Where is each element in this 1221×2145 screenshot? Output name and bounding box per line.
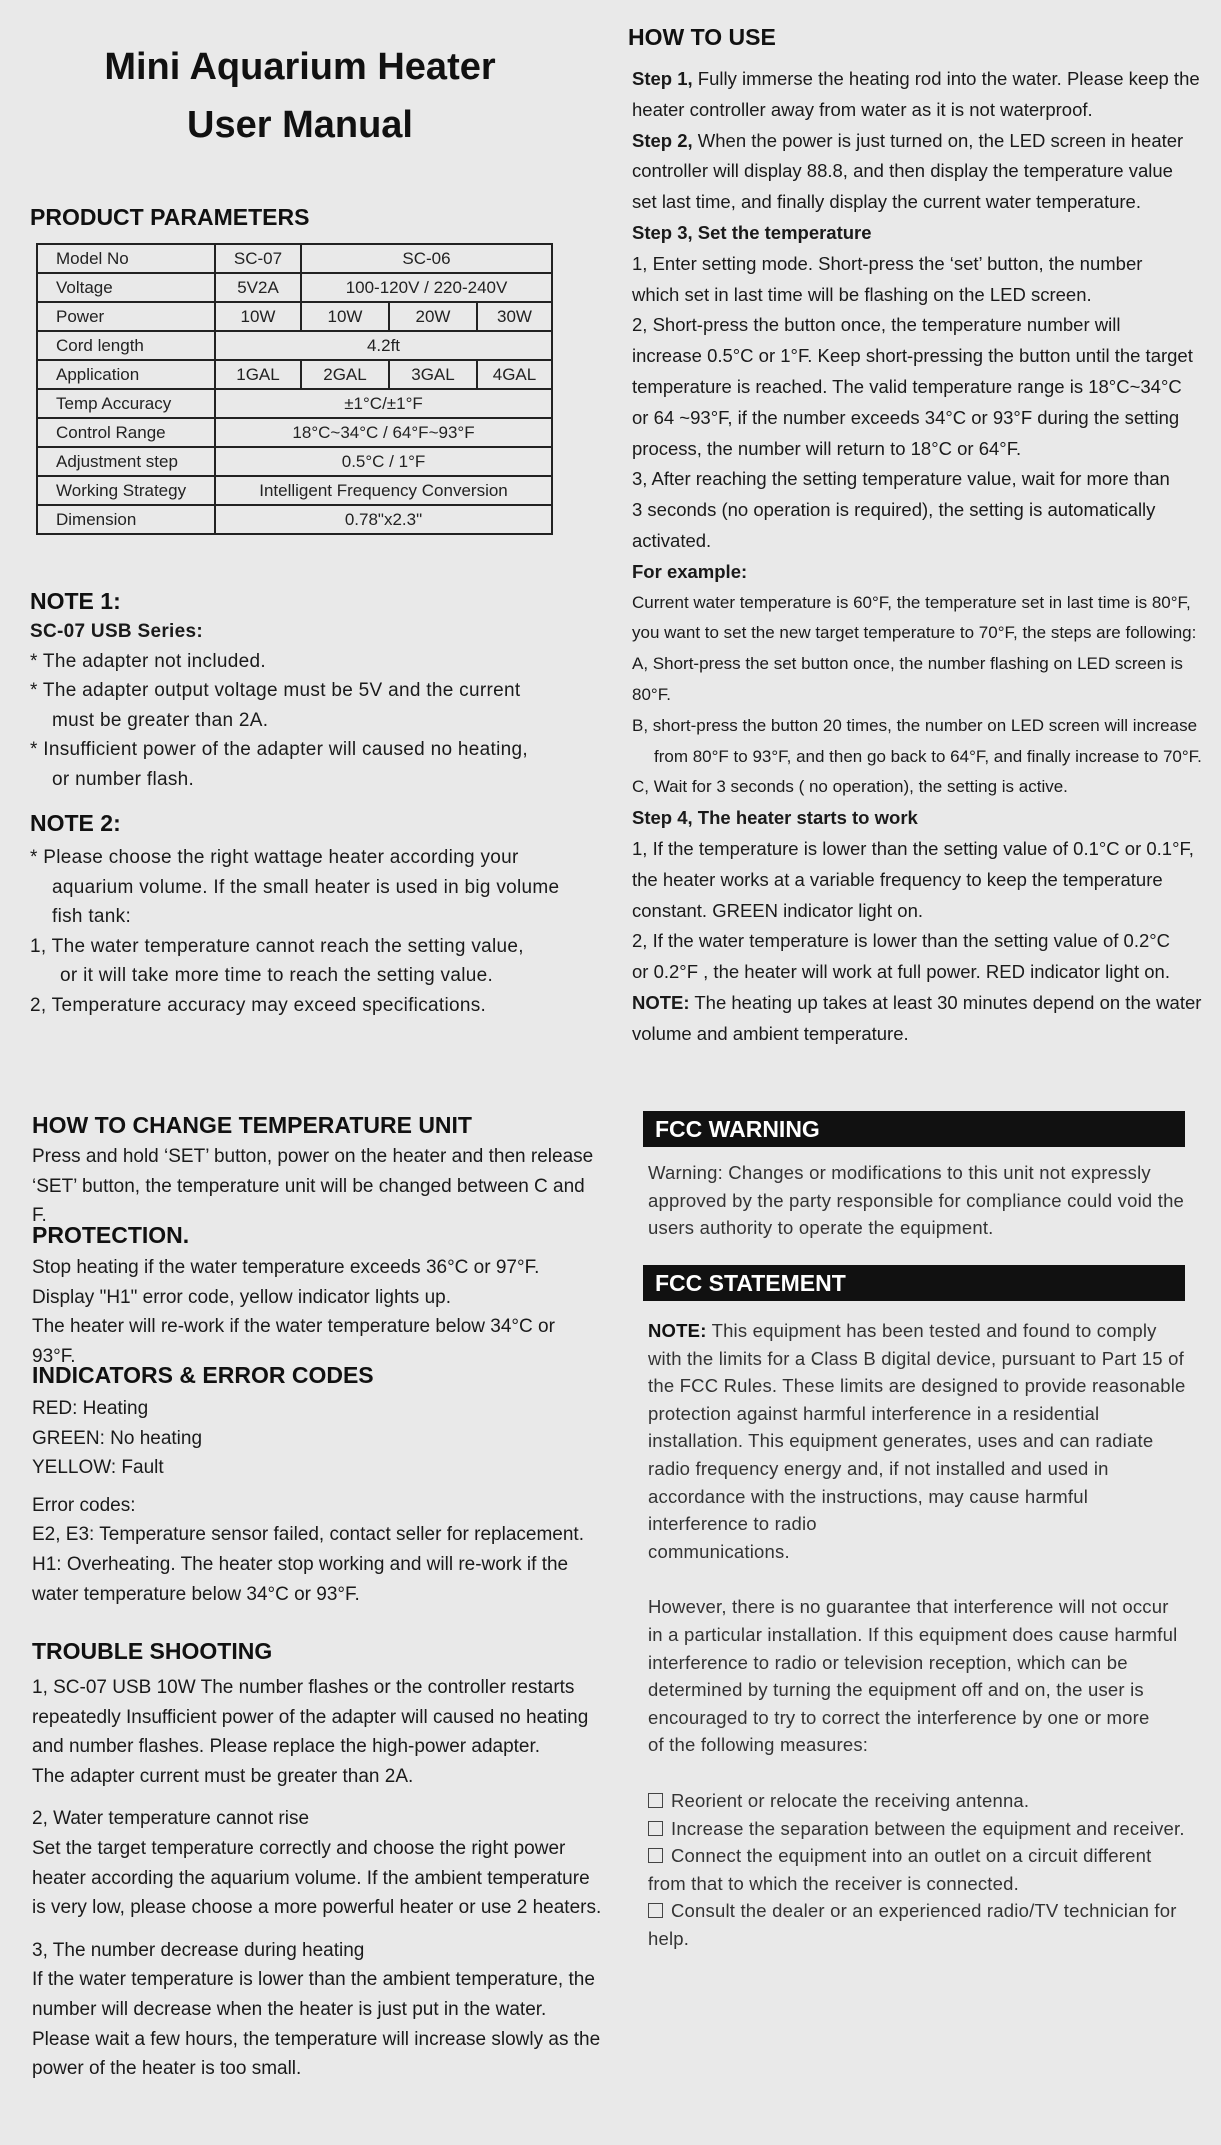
trouble-line: 1, SC-07 USB 10W The number flashes or the controller restarts [32,1677,575,1698]
trouble-body [32,1673,602,2084]
trouble-line: The adapter current must be greater than 2A. [32,1765,414,1787]
table-cell: 10W [301,302,389,331]
table-cell: 100-120V / 220-240V [301,273,552,302]
protection-line: The heater will re-work if the water temperature below 34°C or 93°F. [32,1316,555,1367]
step4-line: constant. GREEN indicator light on. [632,899,924,921]
step3-heading: Step 3, Set the temperature [632,221,872,243]
checkbox-icon [648,1848,663,1863]
fcc-statement-heading: FCC STATEMENT [643,1265,1185,1301]
trouble-line: heater according the aquarium volume. If the ambient temperature [32,1867,590,1889]
measure-item: help. [648,1927,690,1949]
step3-line: which set in last time will be flashing on the LED screen. [632,283,1092,305]
example-line: Current water temperature is 60°F, the temperature set in last time is 80°F, [632,592,1191,612]
note2-line: * Please choose the right wattage heater according your [30,847,519,868]
fcc-note-label: NOTE: [648,1320,707,1341]
fcc-warning-heading: FCC WARNING [643,1111,1185,1147]
trouble-line: 2, Water temperature cannot rise [32,1808,310,1830]
table-cell: Adjustment step [37,447,215,476]
protection-line: Stop heating if the water temperature exceeds 36°C or 97°F. [32,1257,540,1278]
unit-heading: HOW TO CHANGE TEMPERATURE UNIT [32,1112,472,1138]
fcc-line: However, there is no guarantee that interference will not occur [648,1596,1169,1618]
step4-line: 1, If the temperature is lower than the setting value of 0.1°C or 0.1°F, [632,837,1194,859]
error-line: E2, E3: Temperature sensor failed, contact seller for replacement. [32,1524,584,1546]
trouble-line: Please wait a few hours, the temperature will increase slowly as the [32,2028,601,2050]
params-table [36,243,553,535]
step1-text: Fully immerse the heating rod into the water. Please keep the [692,68,1200,89]
fcc-warning-line: Warning: Changes or modifications to this unit not expressly [648,1162,1151,1183]
trouble-line: and number flashes. Please replace the high-power adapter. [32,1736,541,1758]
checkbox-icon [648,1903,663,1918]
params-heading: PRODUCT PARAMETERS [30,204,310,230]
table-row [37,389,552,418]
indicator-line: RED: Heating [32,1398,149,1419]
note1-body [30,617,590,795]
table-row [37,331,552,360]
example-line: from 80°F to 93°F, and then go back to 64°F, and finally increase to 70°F. [654,746,1202,766]
example-line: you want to set the new target temperature to 70°F, the steps are following: [632,623,1197,643]
step4-line: the heater works at a variable frequency to keep the temperature [632,868,1163,890]
fcc-line: interference to radio [648,1513,817,1535]
table-cell: Dimension [37,505,215,534]
table-cell: 5V2A [215,273,301,302]
fcc-line: in a particular installation. If this equipment does cause harmful [648,1623,1178,1645]
trouble-line: If the water temperature is lower than the ambient temperature, the [32,1969,595,1991]
fcc-line: accordance with the instructions, may cause harmful [648,1485,1089,1507]
note2-line: 1, The water temperature cannot reach the setting value, [30,935,524,957]
table-cell: 18°C~34°C / 64°F~93°F [215,418,552,447]
fcc-line: radio frequency energy and, if not installed and used in [648,1457,1109,1479]
howto-body [632,64,1212,1050]
step3-line: 3, After reaching the setting temperature value, wait for more than [632,468,1170,490]
note2-line: 2, Temperature accuracy may exceed specifications. [30,994,487,1016]
step1-label: Step 1, [632,68,693,89]
table-cell: 2GAL [301,360,389,389]
fcc-line: the FCC Rules. These limits are designed to provide reasonable [648,1375,1186,1397]
table-cell: 1GAL [215,360,301,389]
step3-line: process, the number will return to 18°C or 64°F. [632,437,1022,459]
indicators-body [32,1394,602,1609]
indicators-heading: INDICATORS & ERROR CODES [32,1362,374,1388]
unit-line: ‘SET’ button, the temperature unit will be changed between C and F. [32,1175,585,1227]
measure-item: Connect the equipment into an outlet on a circuit different [671,1845,1152,1867]
error-line: water temperature below 34°C or 93°F. [32,1583,360,1605]
trouble-line: repeatedly Insufficient power of the adapter will caused no heating [32,1706,589,1728]
fcc-statement-body [648,1317,1208,1952]
step3-line: 1, Enter setting mode. Short-press the ‘set’ button, the number [632,252,1143,274]
fcc-line: interference to radio or television reception, which can be [648,1651,1128,1673]
checkbox-icon [648,1821,663,1836]
step1-text: heater controller away from water as it is not waterproof. [632,98,1093,120]
fcc-line: with the limits for a Class B digital device, pursuant to Part 15 of [648,1347,1184,1369]
fcc-line: communications. [648,1540,790,1562]
fcc-line: determined by turning the equipment off and on, the user is [648,1679,1144,1701]
error-heading: Error codes: [32,1494,136,1516]
table-row [37,244,552,273]
note1-line: or number flash. [52,768,195,790]
table-row [37,302,552,331]
title-line-2: User Manual [187,104,413,146]
note1-sub: SC-07 USB Series: [30,621,204,642]
protection-body [32,1253,602,1371]
title-line-1: Mini Aquarium Heater [104,46,496,88]
table-cell: 10W [215,302,301,331]
note-text: volume and ambient temperature. [632,1022,909,1044]
step3-line: or 64 ~93°F, if the number exceeds 34°C or 93°F during the setting [632,406,1180,428]
note1-line: * The adapter not included. [30,650,266,672]
table-row [37,418,552,447]
measure-item: from that to which the receiver is connected. [648,1872,1019,1894]
trouble-line: Set the target temperature correctly and choose the right power [32,1837,566,1859]
trouble-line: number will decrease when the heater is just put in the water. [32,1998,547,2020]
fcc-line: encouraged to try to correct the interference by one or more [648,1706,1150,1728]
table-cell: ±1°C/±1°F [215,389,552,418]
measure-item: Consult the dealer or an experienced radio/TV technician for [671,1900,1177,1922]
table-cell: 0.78"x2.3" [215,505,552,534]
table-cell: 4.2ft [215,331,552,360]
page-title [30,38,570,154]
table-cell: 0.5°C / 1°F [215,447,552,476]
table-cell: Intelligent Frequency Conversion [215,476,552,505]
note2-line: aquarium volume. If the small heater is used in big volume [52,876,560,898]
indicator-line: GREEN: No heating [32,1427,203,1449]
measure-item: Reorient or relocate the receiving antenna. [671,1789,1030,1811]
unit-line: Press and hold ‘SET’ button, power on the heater and then release [32,1146,594,1167]
trouble-line: is very low, please choose a more powerful heater or use 2 heaters. [32,1897,602,1919]
fcc-warning-body [648,1159,1208,1242]
step3-line: 3 seconds (no operation is required), the setting is automatically [632,499,1156,521]
table-cell: Temp Accuracy [37,389,215,418]
table-row [37,447,552,476]
fcc-warning-line: approved by the party responsible for compliance could void the [648,1189,1185,1211]
step3-line: temperature is reached. The valid temperature range is 18°C~34°C [632,375,1182,397]
step2-label: Step 2, [632,129,693,151]
table-cell: 4GAL [477,360,552,389]
trouble-line: power of the heater is too small. [32,2058,302,2080]
example-line: A, Short-press the set button once, the number flashing on LED screen is 80°F. [632,654,1183,704]
note-label: NOTE: [632,991,690,1013]
checkbox-icon [648,1793,663,1808]
step4-heading: Step 4, The heater starts to work [632,807,918,829]
step4-line: 2, If the water temperature is lower than the setting value of 0.2°C [632,930,1171,952]
step3-line: activated. [632,529,712,551]
error-line: H1: Overheating. The heater stop working and will re-work if the [32,1553,569,1575]
note1-line: * Insufficient power of the adapter will caused no heating, [30,739,528,761]
fcc-line: This equipment has been tested and found to comply [706,1320,1157,1341]
note1-line: must be greater than 2A. [52,709,269,731]
table-cell: Voltage [37,273,215,302]
step3-line: 2, Short-press the button once, the temperature number will [632,314,1121,336]
example-line: C, Wait for 3 seconds ( no operation), the setting is active. [632,777,1068,797]
note2-line: fish tank: [52,906,132,928]
table-cell: Model No [37,244,215,273]
note2-body [30,843,590,1021]
table-row [37,476,552,505]
table-cell: Control Range [37,418,215,447]
unit-body [32,1142,602,1231]
note-text: The heating up takes at least 30 minutes depend on the water [689,991,1202,1013]
table-cell: SC-07 [215,244,301,273]
protection-heading: PROTECTION. [32,1222,190,1248]
table-cell: Application [37,360,215,389]
measure-item: Increase the separation between the equipment and receiver. [671,1817,1185,1839]
trouble-heading: TROUBLE SHOOTING [32,1638,273,1664]
table-row [37,505,552,534]
fcc-line: protection against harmful interference in a residential [648,1402,1100,1424]
note2-heading: NOTE 2: [30,810,121,836]
table-cell: 20W [389,302,477,331]
step2-text: controller will display 88.8, and then display the temperature value [632,160,1173,182]
protection-line: Display "H1" error code, yellow indicator lights up. [32,1286,452,1308]
step2-text: When the power is just turned on, the LED screen in heater [692,129,1184,151]
note2-line: or it will take more time to reach the setting value. [60,965,494,987]
note1-line: * The adapter output voltage must be 5V and the current [30,680,521,702]
step2-text: set last time, and finally display the current water temperature. [632,191,1141,213]
table-row [37,360,552,389]
fcc-warning-line: users authority to operate the equipment. [648,1217,994,1239]
table-cell: Cord length [37,331,215,360]
table-cell: 30W [477,302,552,331]
trouble-line: 3, The number decrease during heating [32,1939,365,1961]
indicator-line: YELLOW: Fault [32,1457,164,1479]
howto-heading: HOW TO USE [628,24,776,50]
step4-line: or 0.2°F , the heater will work at full power. RED indicator light on. [632,961,1170,983]
table-cell: Working Strategy [37,476,215,505]
example-line: B, short-press the button 20 times, the number on LED screen will increase [632,715,1198,735]
step3-line: increase 0.5°C or 1°F. Keep short-pressing the button until the target [632,345,1193,367]
table-cell: SC-06 [301,244,552,273]
example-heading: For example: [632,560,748,582]
table-row [37,273,552,302]
note1-heading: NOTE 1: [30,588,121,614]
table-cell: 3GAL [389,360,477,389]
table-cell: Power [37,302,215,331]
fcc-line: installation. This equipment generates, uses and can radiate [648,1430,1154,1452]
fcc-line: of the following measures: [648,1734,869,1756]
